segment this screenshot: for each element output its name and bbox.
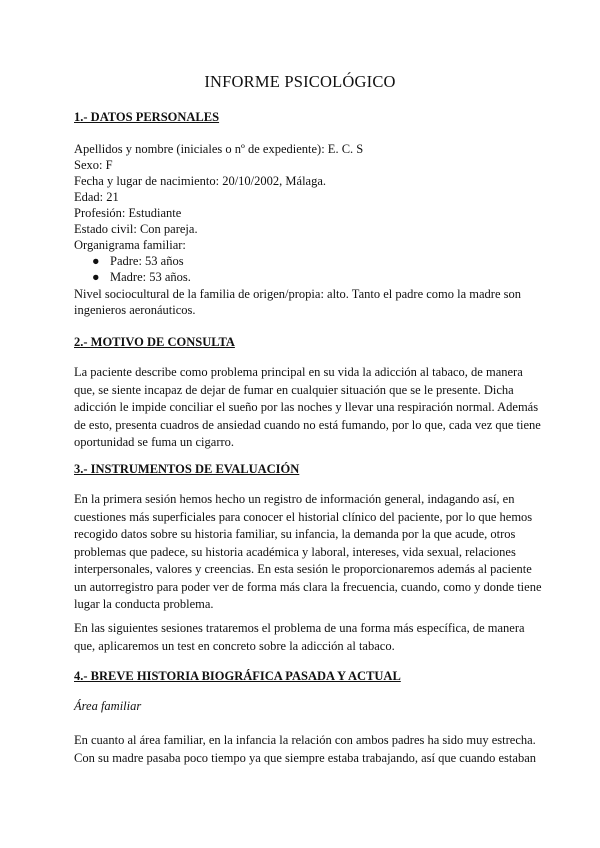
- field-edad: Edad: 21: [74, 190, 119, 204]
- family-member: Padre: 53 años: [110, 254, 184, 268]
- text-line: La paciente describe como problema principal en su vida la adicción al tabaco, de manera: [74, 365, 523, 379]
- text-line: recogido datos sobre su historia familiar, su infancia, la demanda por la que acude, otros: [74, 527, 516, 541]
- field-sexo: Sexo: F: [74, 158, 113, 172]
- field-nacimiento: Fecha y lugar de nacimiento: 20/10/2002, Málaga.: [74, 174, 327, 188]
- text-line: problemas que padece, su historia académica y laboral, intereses, vida sexual, relaciones: [74, 544, 516, 559]
- text-line: Con su madre pasaba poco tiempo ya que siempre estaba trabajando, así que cuando estaban: [74, 750, 536, 765]
- field-organigrama: Organigrama familiar:: [74, 238, 186, 252]
- text-line: oportunidad se fuma un cigarro.: [74, 435, 235, 449]
- paragraph-instrumentos-1: [74, 491, 542, 614]
- list-item: [92, 270, 191, 285]
- field-apellidos: Apellidos y nombre (iniciales o nº de expediente): E. C. S: [74, 142, 364, 156]
- section-heading-motivo-consulta: 2.- MOTIVO DE CONSULTA: [74, 335, 235, 349]
- section-heading-instrumentos: 3.- INSTRUMENTOS DE EVALUACIÓN: [74, 462, 300, 476]
- family-member: Madre: 53 años.: [110, 270, 191, 284]
- paragraph-instrumentos-2: [74, 620, 534, 655]
- field-estado-civil: Estado civil: Con pareja.: [74, 222, 198, 236]
- section-heading-historia-biografica: 4.- BREVE HISTORIA BIOGRÁFICA PASADA Y ACTUAL: [74, 669, 401, 683]
- bullet-icon: ●: [92, 270, 100, 284]
- text-line: interpersonales, valores y creencias. En esta sesión le proporcionaremos además al paciente: [74, 562, 532, 576]
- text-line: cuestiones más superficiales para conocer el historial clínico del paciente, por lo que hemos: [74, 509, 533, 524]
- text-line: que, se siente incapaz de dejar de fumar en cualquier situación que se le presente. Dicha: [74, 382, 514, 397]
- text-line: En la primera sesión hemos hecho un registro de información general, indagando así, en: [74, 492, 515, 506]
- text-line: un autorregistro para poder ver de forma más clara la frecuencia, cuando, como y donde tiene: [74, 579, 542, 594]
- list-item: [92, 254, 184, 269]
- text-line: En cuanto al área familiar, en la infancia la relación con ambos padres ha sido muy estrecha.: [74, 733, 536, 747]
- subheading-area-familiar: Área familiar: [74, 699, 142, 713]
- text-line: que, aplicaremos un test en concreto sobre la adicción al tabaco.: [74, 638, 395, 653]
- text-line: En las siguientes sesiones trataremos el problema de una forma más específica, de manera: [74, 621, 525, 635]
- document-title: INFORME PSICOLÓGICO: [204, 72, 396, 91]
- section-heading-datos-personales: 1.- DATOS PERSONALES: [74, 110, 220, 124]
- paragraph-motivo: [74, 364, 541, 452]
- field-profesion: Profesión: Estudiante: [74, 206, 182, 220]
- field-nivel-sociocultural: Nivel sociocultural de la familia de origen/propia: alto. Tanto el padre como la madre son: [74, 287, 522, 301]
- bullet-icon: ●: [92, 254, 100, 268]
- text-line: adicción le impide conciliar el sueño por las noches y llevar una respiración normal. Además: [74, 400, 539, 414]
- text-line: lugar la conducta problema.: [74, 597, 214, 611]
- text-line: de esto, presenta cuadros de ansiedad cuando no está fumando, por lo que, cada vez que tiene: [74, 417, 541, 432]
- paragraph-area-familiar: [74, 732, 534, 767]
- field-nivel-sociocultural-cont: ingenieros aeronáuticos.: [74, 303, 196, 317]
